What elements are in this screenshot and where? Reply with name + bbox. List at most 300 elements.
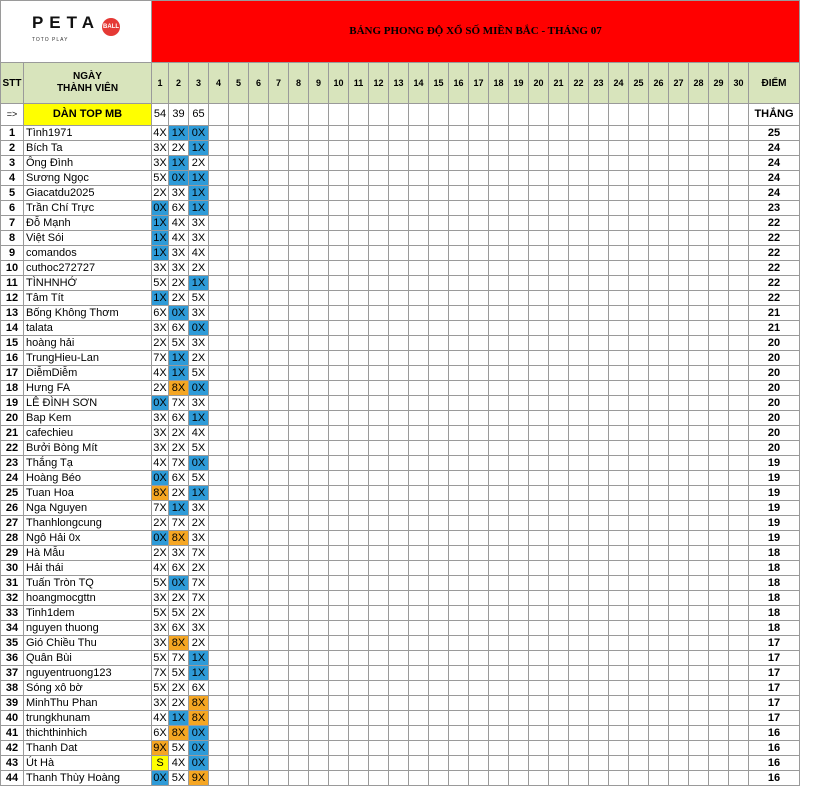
day-4-cell	[209, 606, 229, 621]
day-9-cell	[309, 366, 329, 381]
day-27-cell	[669, 351, 689, 366]
day-6-cell	[249, 621, 269, 636]
day-10-cell	[329, 711, 349, 726]
day-4-cell	[209, 351, 229, 366]
day-26-cell	[649, 546, 669, 561]
day-6-cell	[249, 441, 269, 456]
day-11-cell	[349, 501, 369, 516]
day-7-cell	[269, 696, 289, 711]
row-member-name: Trần Chí Trực	[24, 201, 152, 216]
day-2-cell: 0X	[169, 306, 189, 321]
day-1-cell: 3X	[153, 621, 167, 634]
day-30-cell	[729, 216, 749, 231]
day-23-cell	[589, 561, 609, 576]
day-11-cell	[349, 546, 369, 561]
row-stt: 39	[1, 696, 24, 711]
day-18-cell	[489, 486, 509, 501]
day-19-cell	[509, 456, 529, 471]
day-25-cell	[629, 696, 649, 711]
day-11-cell	[349, 591, 369, 606]
header-day-12: 12	[369, 63, 389, 104]
row-stt: 41	[1, 726, 24, 741]
day-29-cell	[709, 306, 729, 321]
day-4-cell	[209, 501, 229, 516]
day-21-cell	[549, 471, 569, 486]
row-stt: 12	[1, 291, 24, 306]
day-5-cell	[229, 606, 249, 621]
member-row	[1, 546, 800, 561]
day-2-cell: 3X	[169, 186, 189, 201]
day-30-cell	[729, 306, 749, 321]
day-21-cell	[549, 591, 569, 606]
day-24-cell	[609, 366, 629, 381]
day-5-cell	[229, 381, 249, 396]
day-23-cell	[589, 441, 609, 456]
day-20-cell	[529, 696, 549, 711]
day-6-cell	[249, 426, 269, 441]
day-15-cell	[429, 426, 449, 441]
row-member-name: Bống Không Thơm	[24, 306, 152, 321]
day-19-cell	[509, 306, 529, 321]
day-21-cell	[549, 516, 569, 531]
day-13-cell	[389, 651, 409, 666]
day-22-cell	[569, 351, 589, 366]
day-20-cell	[529, 741, 549, 756]
day-28-cell	[689, 696, 709, 711]
day-3-cell: 5X	[189, 291, 209, 306]
day-5-cell	[229, 351, 249, 366]
row-points: 20	[749, 441, 800, 456]
day-19-cell	[509, 561, 529, 576]
day-20-cell	[529, 276, 549, 291]
row-points: 22	[749, 261, 800, 276]
top-number-day-19	[509, 104, 529, 126]
row-member-name: Hưng FA	[24, 381, 152, 396]
day-16-cell	[449, 216, 469, 231]
day-3-cell: 6X	[189, 681, 209, 696]
row-points: 24	[749, 156, 800, 171]
day-14-cell	[409, 711, 429, 726]
day-20-cell	[529, 321, 549, 336]
day-23-cell	[589, 501, 609, 516]
day-2-cell: 8X	[169, 531, 189, 546]
day-3-cell: 4X	[189, 426, 209, 441]
day-6-cell	[249, 741, 269, 756]
day-19-cell	[509, 231, 529, 246]
day-12-cell	[369, 291, 389, 306]
day-5-cell	[229, 621, 249, 636]
day-14-cell	[409, 336, 429, 351]
day-8-cell	[289, 711, 309, 726]
day-22-cell	[569, 531, 589, 546]
top-number-day-24	[609, 104, 629, 126]
day-10-cell	[329, 396, 349, 411]
day-2-cell: 4X	[169, 216, 189, 231]
day-12-cell	[369, 216, 389, 231]
day-8-cell	[289, 201, 309, 216]
day-17-cell	[469, 471, 489, 486]
day-24-cell	[609, 576, 629, 591]
day-20-cell	[529, 516, 549, 531]
day-26-cell	[649, 156, 669, 171]
top-number-day-7	[269, 104, 289, 126]
day-3-cell: 0X	[189, 321, 209, 336]
row-stt: 20	[1, 411, 24, 426]
day-14-cell	[409, 726, 429, 741]
day-28-cell	[689, 276, 709, 291]
day-25-cell	[629, 771, 649, 786]
day-28-cell	[689, 726, 709, 741]
day-18-cell	[489, 756, 509, 771]
day-7-cell	[269, 246, 289, 261]
day-24-cell	[609, 606, 629, 621]
member-row	[1, 336, 800, 351]
day-10-cell	[329, 246, 349, 261]
day-12-cell	[369, 666, 389, 681]
day-6-cell	[249, 561, 269, 576]
day-3-cell: 2X	[189, 351, 209, 366]
day-27-cell	[669, 411, 689, 426]
day-17-cell	[469, 771, 489, 786]
day-3-cell: 3X	[189, 231, 209, 246]
day-9-cell	[309, 231, 329, 246]
day-7-cell	[269, 306, 289, 321]
day-2-cell: 3X	[169, 261, 189, 276]
day-2-cell: 6X	[169, 561, 189, 576]
day-15-cell	[429, 381, 449, 396]
day-13-cell	[389, 756, 409, 771]
day-24-cell	[609, 531, 629, 546]
day-11-cell	[349, 561, 369, 576]
day-16-cell	[449, 636, 469, 651]
day-16-cell	[449, 426, 469, 441]
day-23-cell	[589, 351, 609, 366]
day-3-cell: 1X	[189, 666, 209, 681]
header-day-18: 18	[489, 63, 509, 104]
day-5-cell	[229, 471, 249, 486]
day-6-cell	[249, 501, 269, 516]
day-1-cell: 4X	[153, 711, 167, 724]
day-22-cell	[569, 186, 589, 201]
day-8-cell	[289, 561, 309, 576]
day-13-cell	[389, 591, 409, 606]
day-6-cell	[249, 381, 269, 396]
day-25-cell	[629, 726, 649, 741]
day-7-cell	[269, 426, 289, 441]
day-8-cell	[289, 141, 309, 156]
day-29-cell	[709, 456, 729, 471]
day-12-cell	[369, 696, 389, 711]
row-member-name: Hà Mẫu	[24, 546, 152, 561]
day-23-cell	[589, 216, 609, 231]
day-3-cell: 7X	[189, 591, 209, 606]
row-member-name: TrungHieu-Lan	[24, 351, 152, 366]
day-16-cell	[449, 471, 469, 486]
title-row	[1, 1, 800, 63]
day-28-cell	[689, 336, 709, 351]
day-9-cell	[309, 411, 329, 426]
day-14-cell	[409, 756, 429, 771]
day-23-cell	[589, 576, 609, 591]
row-stt: 15	[1, 336, 24, 351]
day-13-cell	[389, 321, 409, 336]
day-19-cell	[509, 366, 529, 381]
day-26-cell	[649, 186, 669, 201]
day-10-cell	[329, 651, 349, 666]
day-1-cell: 1X	[153, 291, 167, 304]
day-17-cell	[469, 501, 489, 516]
day-27-cell	[669, 516, 689, 531]
day-26-cell	[649, 381, 669, 396]
row-member-name: Út Hà	[24, 756, 152, 771]
day-17-cell	[469, 696, 489, 711]
top-number-day-28	[689, 104, 709, 126]
day-25-cell	[629, 531, 649, 546]
day-28-cell	[689, 516, 709, 531]
day-20-cell	[529, 576, 549, 591]
day-4-cell	[209, 546, 229, 561]
day-16-cell	[449, 231, 469, 246]
day-4-cell	[209, 756, 229, 771]
day-18-cell	[489, 456, 509, 471]
day-26-cell	[649, 306, 669, 321]
day-15-cell	[429, 711, 449, 726]
day-24-cell	[609, 426, 629, 441]
header-member	[24, 63, 152, 104]
day-5-cell	[229, 186, 249, 201]
day-8-cell	[289, 591, 309, 606]
day-4-cell	[209, 336, 229, 351]
row-points: 22	[749, 231, 800, 246]
day-19-cell	[509, 666, 529, 681]
day-7-cell	[269, 141, 289, 156]
day-4-cell	[209, 486, 229, 501]
day-30-cell	[729, 396, 749, 411]
day-8-cell	[289, 261, 309, 276]
day-17-cell	[469, 351, 489, 366]
day-11-cell	[349, 516, 369, 531]
day-21-cell	[549, 771, 569, 786]
day-11-cell	[349, 576, 369, 591]
day-29-cell	[709, 291, 729, 306]
member-row	[1, 681, 800, 696]
member-row	[1, 381, 800, 396]
day-24-cell	[609, 291, 629, 306]
day-13-cell	[389, 711, 409, 726]
row-stt: 43	[1, 756, 24, 771]
day-18-cell	[489, 261, 509, 276]
day-5-cell	[229, 291, 249, 306]
day-8-cell	[289, 651, 309, 666]
header-day-20: 20	[529, 63, 549, 104]
day-11-cell	[349, 441, 369, 456]
day-19-cell	[509, 501, 529, 516]
day-8-cell	[289, 336, 309, 351]
day-21-cell	[549, 741, 569, 756]
day-23-cell	[589, 381, 609, 396]
day-14-cell	[409, 636, 429, 651]
day-19-cell	[509, 486, 529, 501]
day-17-cell	[469, 621, 489, 636]
day-19-cell	[509, 531, 529, 546]
member-row	[1, 396, 800, 411]
day-30-cell	[729, 441, 749, 456]
day-15-cell	[429, 141, 449, 156]
row-stt: 36	[1, 651, 24, 666]
day-25-cell	[629, 486, 649, 501]
day-9-cell	[309, 276, 329, 291]
day-19-cell	[509, 336, 529, 351]
day-23-cell	[589, 141, 609, 156]
day-22-cell	[569, 696, 589, 711]
day-6-cell	[249, 276, 269, 291]
day-5-cell	[229, 366, 249, 381]
day-8-cell	[289, 576, 309, 591]
member-row	[1, 186, 800, 201]
row-stt: 26	[1, 501, 24, 516]
row-points: 17	[749, 711, 800, 726]
day-18-cell	[489, 336, 509, 351]
day-14-cell	[409, 366, 429, 381]
day-2-cell: 6X	[169, 411, 189, 426]
day-1-cell: 6X	[153, 726, 167, 739]
day-8-cell	[289, 696, 309, 711]
day-29-cell	[709, 231, 729, 246]
day-14-cell	[409, 606, 429, 621]
day-14-cell	[409, 156, 429, 171]
day-29-cell	[709, 411, 729, 426]
day-19-cell	[509, 216, 529, 231]
day-4-cell	[209, 396, 229, 411]
day-12-cell	[369, 531, 389, 546]
day-19-cell	[509, 321, 529, 336]
day-10-cell	[329, 771, 349, 786]
day-15-cell	[429, 201, 449, 216]
day-19-cell	[509, 126, 529, 141]
day-15-cell	[429, 366, 449, 381]
day-16-cell	[449, 351, 469, 366]
day-8-cell	[289, 246, 309, 261]
day-4-cell	[209, 201, 229, 216]
day-3-cell: 1X	[189, 411, 209, 426]
row-points: 19	[749, 486, 800, 501]
day-4-cell	[209, 741, 229, 756]
day-22-cell	[569, 726, 589, 741]
day-22-cell	[569, 216, 589, 231]
day-5-cell	[229, 261, 249, 276]
day-22-cell	[569, 576, 589, 591]
day-27-cell	[669, 126, 689, 141]
day-6-cell	[249, 576, 269, 591]
logo-tagline: TOTO PLAY	[31, 37, 69, 43]
day-28-cell	[689, 426, 709, 441]
row-member-name: Tâm Tít	[24, 291, 152, 306]
day-30-cell	[729, 321, 749, 336]
day-14-cell	[409, 486, 429, 501]
top-row-marker: =>	[1, 104, 24, 126]
day-28-cell	[689, 396, 709, 411]
member-row	[1, 711, 800, 726]
top-number-day-25	[629, 104, 649, 126]
day-15-cell	[429, 486, 449, 501]
day-22-cell	[569, 606, 589, 621]
day-1-cell: 0X	[153, 531, 167, 544]
row-points: 20	[749, 396, 800, 411]
day-12-cell	[369, 651, 389, 666]
day-17-cell	[469, 741, 489, 756]
day-4-cell	[209, 216, 229, 231]
member-row	[1, 636, 800, 651]
day-17-cell	[469, 531, 489, 546]
member-row	[1, 126, 800, 141]
day-20-cell	[529, 471, 549, 486]
day-18-cell	[489, 411, 509, 426]
day-24-cell	[609, 306, 629, 321]
day-18-cell	[489, 201, 509, 216]
day-17-cell	[469, 186, 489, 201]
day-24-cell	[609, 636, 629, 651]
day-19-cell	[509, 426, 529, 441]
row-stt: 19	[1, 396, 24, 411]
day-29-cell	[709, 216, 729, 231]
row-points: 17	[749, 651, 800, 666]
day-27-cell	[669, 546, 689, 561]
day-23-cell	[589, 516, 609, 531]
day-23-cell	[589, 171, 609, 186]
day-8-cell	[289, 366, 309, 381]
day-27-cell	[669, 426, 689, 441]
day-30-cell	[729, 756, 749, 771]
row-stt: 30	[1, 561, 24, 576]
day-29-cell	[709, 501, 729, 516]
day-4-cell	[209, 636, 229, 651]
day-27-cell	[669, 741, 689, 756]
day-26-cell	[649, 636, 669, 651]
day-8-cell	[289, 456, 309, 471]
day-12-cell	[369, 126, 389, 141]
day-28-cell	[689, 411, 709, 426]
day-23-cell	[589, 261, 609, 276]
day-19-cell	[509, 201, 529, 216]
day-12-cell	[369, 381, 389, 396]
day-25-cell	[629, 441, 649, 456]
day-15-cell	[429, 246, 449, 261]
day-23-cell	[589, 546, 609, 561]
day-7-cell	[269, 291, 289, 306]
row-points: 18	[749, 606, 800, 621]
day-1-cell: 0X	[153, 396, 167, 409]
day-22-cell	[569, 291, 589, 306]
day-24-cell	[609, 471, 629, 486]
day-12-cell	[369, 741, 389, 756]
member-row	[1, 756, 800, 771]
day-22-cell	[569, 276, 589, 291]
day-7-cell	[269, 711, 289, 726]
row-member-name: TÌNHNHỚ	[24, 276, 152, 291]
day-1-cell: S	[152, 756, 169, 771]
member-row	[1, 741, 800, 756]
day-9-cell	[309, 201, 329, 216]
day-24-cell	[609, 486, 629, 501]
day-21-cell	[549, 576, 569, 591]
day-4-cell	[209, 171, 229, 186]
day-28-cell	[689, 471, 709, 486]
day-15-cell	[429, 231, 449, 246]
day-13-cell	[389, 696, 409, 711]
day-3-cell: 8X	[189, 696, 209, 711]
day-26-cell	[649, 336, 669, 351]
row-points: 24	[749, 186, 800, 201]
